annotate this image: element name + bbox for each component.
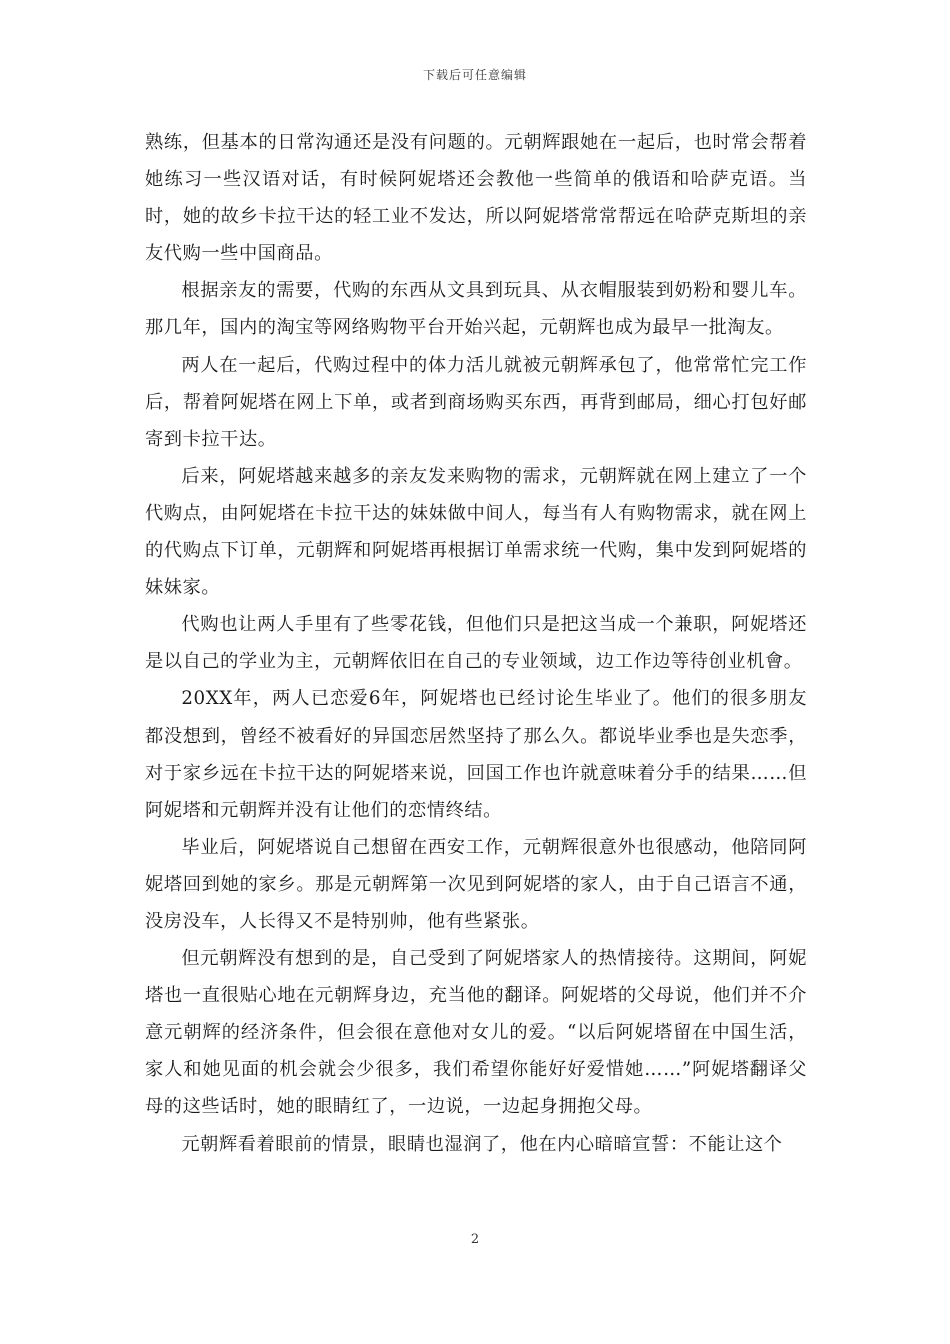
document-body (145, 124, 807, 1163)
paragraph: 毕业后，阿妮塔说自己想留在西安工作，元朝辉很意外也很感动，他陪同阿妮塔回到她的家乡。那是元朝辉第一次见到阿妮塔的家人，由于自己语言不通，没房没车，人长得又不是特别帅，他有些紧张。 (145, 836, 807, 932)
paragraph: 代购也让两人手里有了些零花钱，但他们只是把这当成一个兼职，阿妮塔还是以自己的学业为主，元朝辉依旧在自己的专业领域，边工作边等待创业机會。 (145, 614, 807, 673)
paragraph: 两人在一起后，代购过程中的体力活儿就被元朝辉承包了，他常常忙完工作后，帮着阿妮塔在网上下单，或者到商场购买东西，再背到邮局，细心打包好邮寄到卡拉干达。 (145, 354, 807, 450)
paragraph: 20XX年，两人已恋爱6年，阿妮塔也已经讨论生毕业了。他们的很多朋友都没想到，曾经不被看好的异国恋居然坚持了那么久。都说毕业季也是失恋季，对于家乡远在卡拉干达的阿妮塔来说，回国工作也许就意味着分手的结果……但阿妮塔和元朝辉并没有让他们的恋情终结。 (145, 688, 807, 821)
page-number: 2 (470, 1232, 480, 1247)
paragraph: 熟练，但基本的日常沟通还是没有问题的。元朝辉跟她在一起后，也时常会帮着她练习一些汉语对话，有时候阿妮塔还会教他一些简单的俄语和哈萨克语。当时，她的故乡卡拉干达的轻工业不发达，所以阿妮塔常常帮远在哈萨克斯坦的亲友代购一些中国商品。 (145, 132, 807, 265)
paragraph: 后来，阿妮塔越来越多的亲友发来购物的需求，元朝辉就在网上建立了一个代购点，由阿妮塔在卡拉干达的妹妹做中间人，每当有人有购物需求，就在网上的代购点下订单，元朝辉和阿妮塔再根据订单需求统一代购，集中发到阿妮塔的妹妹家。 (145, 465, 807, 599)
paragraph: 元朝辉看着眼前的情景，眼睛也湿润了，他在内心暗暗宣誓：不能让这个 (181, 1133, 783, 1155)
paragraph: 根据亲友的需要，代购的东西从文具到玩具、从衣帽服装到奶粉和婴儿车。那几年，国内的淘宝等网络购物平台开始兴起，元朝辉也成为最早一批淘友。 (145, 280, 807, 339)
paragraph: 但元朝辉没有想到的是，自己受到了阿妮塔家人的热情接待。这期间，阿妮塔也一直很贴心地在元朝辉身边，充当他的翻译。阿妮塔的父母说，他们并不介意元朝辉的经济条件，但会很在意他对女儿的爱。“以后阿妮塔留在中国生活，家人和她见面的机会就会少很多，我们希望你能好好爱惜她……”阿妮塔翻译父母的这些话时，她的眼睛红了，一边说，一边起身拥抱父母。 (145, 948, 807, 1118)
page-header: 下载后可任意编辑 (422, 68, 527, 82)
